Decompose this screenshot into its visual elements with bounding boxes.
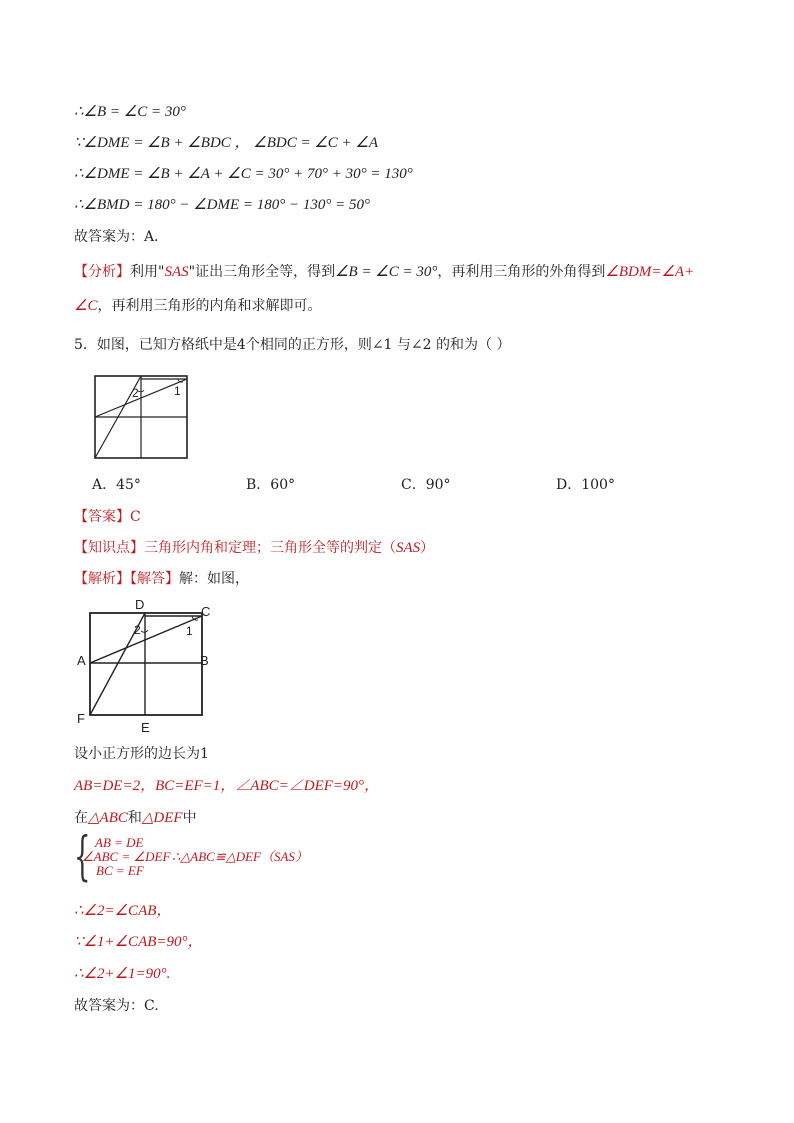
solution-step-4: ∴∠2=∠CAB，: [74, 903, 172, 919]
solution-tag: 【解析】【解答】: [74, 571, 179, 587]
fig-label-1: 1: [174, 384, 181, 398]
fig-label-2: 2: [132, 386, 139, 400]
solution-step-3: [74, 808, 197, 828]
fig2-label-b: B: [200, 653, 209, 668]
step3-pre: 在: [74, 810, 88, 826]
final-answer: 故答案为：C.: [74, 998, 159, 1014]
system-conclusion: ∴△ABC≌△DEF（SAS）: [172, 849, 308, 864]
system-row-1: AB = DE: [95, 835, 144, 850]
fig2-label-1: 1: [186, 624, 193, 638]
analysis-line: [74, 262, 694, 282]
knowledge-sas: SAS: [396, 540, 421, 556]
analysis-line-2: [74, 296, 321, 316]
solution-heading: [74, 569, 249, 589]
fig2-label-d: D: [135, 597, 145, 612]
solution-step-6: ∴∠2+∠1=90°.: [74, 966, 171, 982]
fig2-label-a: A: [77, 653, 86, 668]
knowledge-line: [74, 538, 434, 558]
fig2-label-c: C: [201, 604, 211, 619]
step3-mid: 和: [127, 810, 142, 826]
analysis-text-b: "证出三角形全等，得到: [188, 264, 336, 280]
brace-icon: {: [74, 827, 91, 887]
answer-line: 故答案为：A．: [74, 229, 169, 245]
solution-step-5: ∵∠1+∠CAB=90°，: [74, 934, 203, 950]
step3-post: 中: [182, 810, 197, 826]
solution-intro: 解：如图，: [179, 571, 249, 587]
analysis-rel2: ∠C: [74, 298, 98, 314]
system-row-2: ∠ABC = ∠DEF: [82, 849, 171, 864]
knowledge-tag: 【知识点】: [74, 540, 144, 556]
knowledge-text: 三角形内角和定理；三角形全等的判定（: [144, 540, 396, 556]
option-a: A．45°: [92, 477, 141, 493]
analysis-text-c: ，再利用三角形的外角得到: [437, 264, 606, 280]
fig2-label-e: E: [141, 720, 150, 735]
fig2-label-f: F: [77, 711, 85, 726]
step3-triangle-2: △DEF: [141, 810, 183, 826]
analysis-text-a: 利用": [130, 264, 165, 280]
option-b: B．60°: [246, 477, 296, 493]
solution-line-1: ∴∠B = ∠C = 30°: [74, 104, 186, 120]
equation-system: [74, 827, 374, 887]
system-row-3: BC = EF: [96, 863, 144, 878]
answer-tag: 【答案】: [74, 509, 130, 525]
solution-line-4: ∴∠BMD = 180° − ∠DME = 180° − 130° = 50°: [74, 197, 371, 213]
solution-step-2: AB=DE=2，BC=EF=1，∠ABC=∠DEF=90°，: [74, 778, 380, 794]
fig2-label-2: 2: [134, 623, 141, 637]
knowledge-close: ）: [420, 540, 435, 556]
analysis-sas: SAS: [164, 264, 189, 280]
option-d: D．100°: [556, 477, 615, 493]
answer-value: C: [130, 509, 141, 525]
analysis-text-d: ，再利用三角形的内角和求解即可。: [97, 298, 322, 314]
analysis-rel1: ∠BDM=∠A+: [605, 264, 695, 280]
analysis-eq: ∠B = ∠C = 30°: [335, 264, 438, 280]
step3-triangle-1: △ABC: [88, 810, 128, 826]
analysis-tag: 【分析】: [74, 264, 130, 280]
answer-block: [74, 507, 141, 527]
question-figure: [94, 375, 190, 461]
solution-figure: [74, 593, 224, 743]
solution-step-1: 设小正方形的边长为1: [74, 746, 209, 762]
option-c: C．90°: [401, 477, 451, 493]
question-stem: 5．如图，已知方格纸中是4个相同的正方形，则∠1 与∠2 的和为（ ）: [74, 337, 511, 353]
solution-line-3: ∴∠DME = ∠B + ∠A + ∠C = 30° + 70° + 30° = 130°: [74, 166, 413, 182]
solution-line-2: ∵∠DME = ∠B + ∠BDC ， ∠BDC = ∠C + ∠A: [74, 135, 379, 151]
